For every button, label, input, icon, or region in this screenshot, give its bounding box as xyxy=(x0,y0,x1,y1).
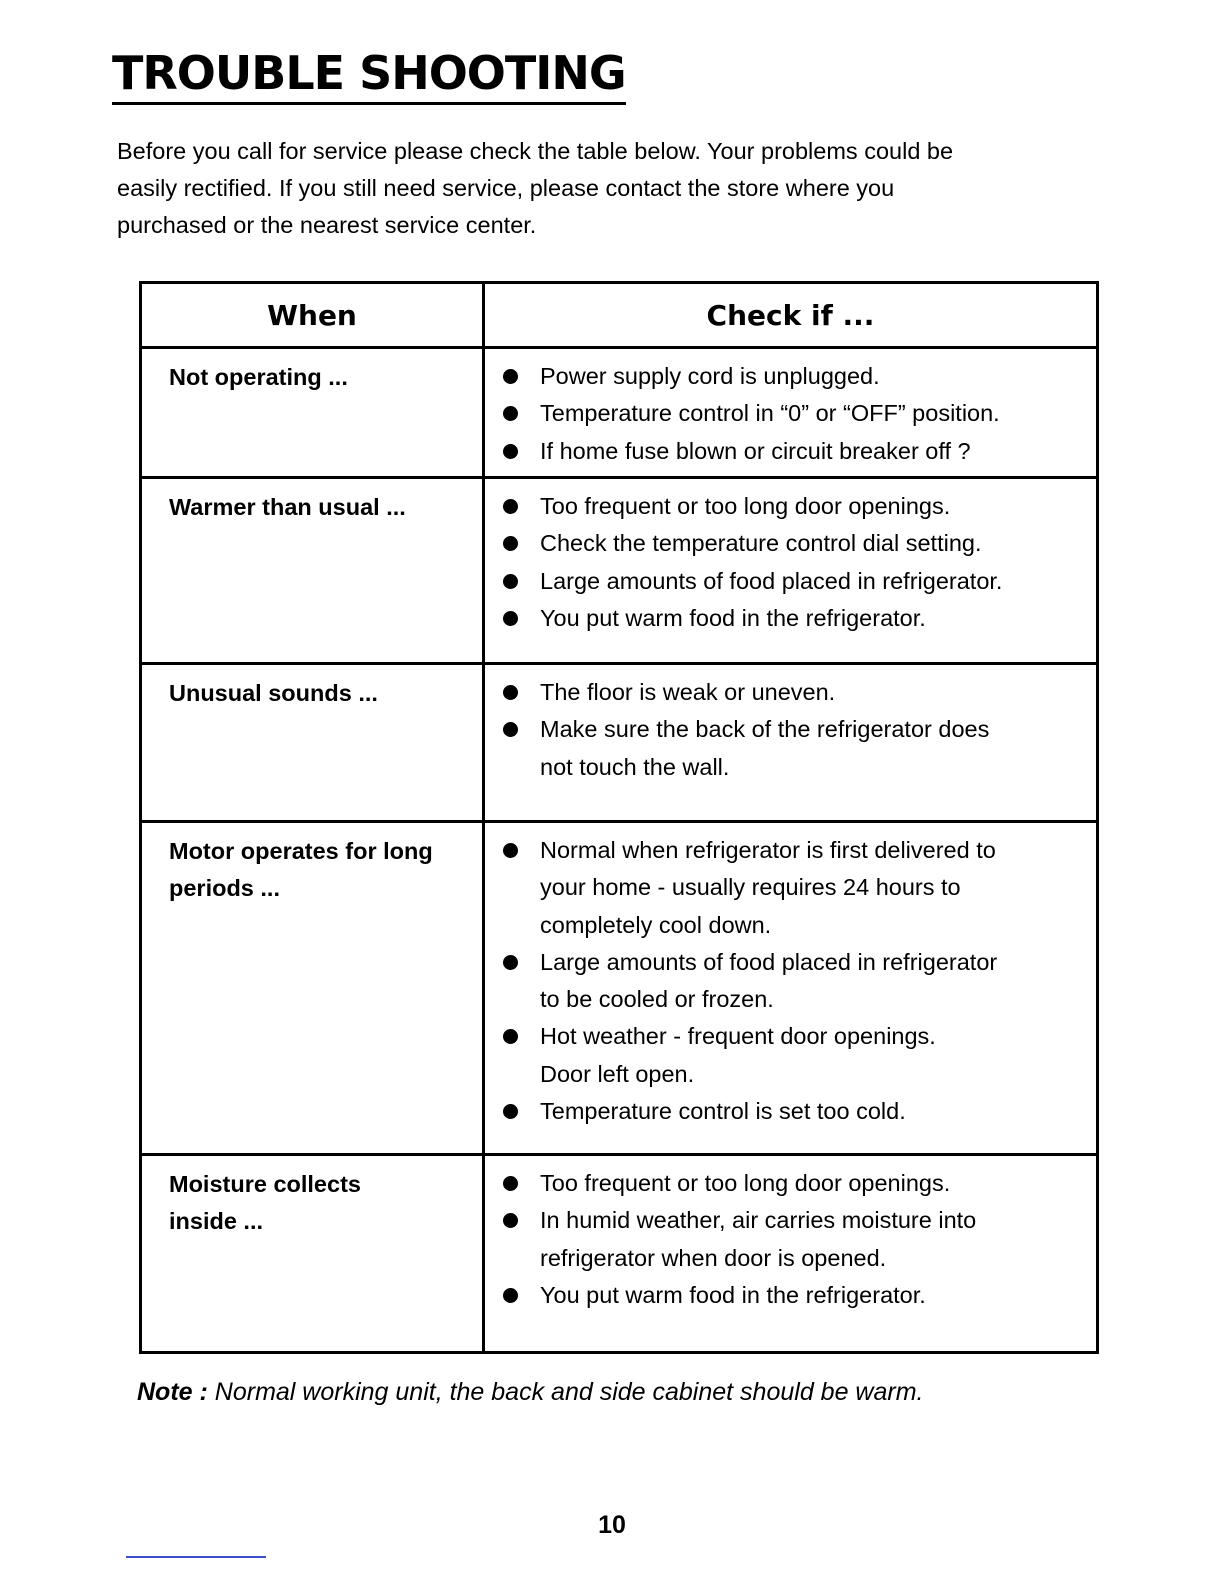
check-item-line: You put warm food in the refrigerator. xyxy=(540,1281,926,1308)
condition-label-line: Warmer than usual ... xyxy=(169,494,406,520)
when-cell xyxy=(141,478,484,664)
intro-paragraph xyxy=(117,133,1077,244)
condition-label-line: Not operating ... xyxy=(169,364,348,390)
check-item xyxy=(485,1093,1096,1130)
check-item-line: Temperature control in “0” or “OFF” position. xyxy=(540,400,1000,427)
check-item xyxy=(485,488,1096,525)
check-item-line: Too frequent or too long door openings. xyxy=(540,1170,951,1196)
check-item xyxy=(485,525,1096,562)
check-item xyxy=(485,600,1096,637)
check-item-line: completely cool down. xyxy=(540,911,772,938)
check-item xyxy=(485,1202,1096,1277)
when-cell xyxy=(141,822,484,1155)
condition-label xyxy=(142,349,482,396)
table-row xyxy=(141,1155,1098,1353)
bullet-icon xyxy=(503,406,518,421)
bullet-icon xyxy=(503,685,518,700)
table-row xyxy=(141,664,1098,822)
check-list xyxy=(485,1156,1096,1314)
bullet-icon xyxy=(503,369,518,384)
condition-label xyxy=(142,823,482,907)
check-item-line: to be cooled or frozen. xyxy=(540,986,774,1013)
condition-label-line: Motor operates for long xyxy=(169,838,433,864)
bullet-icon xyxy=(503,955,518,970)
note xyxy=(137,1378,924,1407)
check-item xyxy=(485,1165,1096,1202)
check-item-line: Door left open. xyxy=(540,1060,695,1087)
check-list xyxy=(485,479,1096,637)
check-item xyxy=(485,433,1096,470)
check-item-line: Large amounts of food placed in refrigerator. xyxy=(540,567,1003,594)
check-item-line: Too frequent or too long door openings. xyxy=(540,493,951,519)
bullet-icon xyxy=(503,444,518,459)
bullet-icon xyxy=(503,722,518,737)
intro-line: purchased or the nearest service center. xyxy=(117,212,537,238)
bullet-icon xyxy=(503,574,518,589)
page-number: 10 xyxy=(598,1511,626,1539)
check-list xyxy=(485,349,1096,470)
check-item-line: refrigerator when door is opened. xyxy=(540,1244,887,1271)
bullet-icon xyxy=(503,536,518,551)
troubleshooting-table xyxy=(139,281,1099,1354)
bullet-icon xyxy=(503,1029,518,1044)
bullet-icon xyxy=(503,499,518,514)
check-item xyxy=(485,358,1096,395)
condition-label xyxy=(142,1156,482,1240)
check-item-line: your home - usually requires 24 hours to xyxy=(540,874,961,901)
table-row xyxy=(141,822,1098,1155)
check-item xyxy=(485,944,1096,1019)
check-cell xyxy=(484,1155,1098,1353)
check-item-line: Large amounts of food placed in refrigerator xyxy=(540,948,998,975)
check-item-line: Normal when refrigerator is first delivered to xyxy=(540,837,996,863)
bullet-icon xyxy=(503,1213,518,1228)
check-list xyxy=(485,823,1096,1130)
when-cell xyxy=(141,1155,484,1353)
check-item-line: Power supply cord is unplugged. xyxy=(540,363,880,389)
condition-label-line: inside ... xyxy=(169,1208,264,1234)
footer-divider xyxy=(126,1556,266,1558)
table-row xyxy=(141,348,1098,478)
bullet-icon xyxy=(503,1176,518,1191)
bullet-icon xyxy=(503,843,518,858)
bullet-icon xyxy=(503,611,518,626)
check-item-line: not touch the wall. xyxy=(540,753,730,780)
table-header-row xyxy=(141,283,1098,348)
check-item xyxy=(485,1018,1096,1093)
check-item-line: Temperature control is set too cold. xyxy=(540,1098,906,1125)
check-item xyxy=(485,1277,1096,1314)
when-cell xyxy=(141,348,484,478)
note-text: Normal working unit, the back and side cabinet should be warm. xyxy=(214,1378,924,1406)
bullet-icon xyxy=(503,1288,518,1303)
check-item-line: If home fuse blown or circuit breaker off ? xyxy=(540,437,971,464)
check-item-line: The floor is weak or uneven. xyxy=(540,679,836,705)
column-header-check-if: Check if ... xyxy=(484,283,1098,348)
table-row xyxy=(141,478,1098,664)
condition-label-line: periods ... xyxy=(169,875,280,901)
check-item xyxy=(485,711,1096,786)
check-list xyxy=(485,665,1096,786)
check-cell xyxy=(484,664,1098,822)
check-item-line: In humid weather, air carries moisture into xyxy=(540,1207,977,1234)
intro-line: Before you call for service please check the table below. Your problems could be xyxy=(117,138,954,164)
check-cell xyxy=(484,478,1098,664)
check-item-line: Check the temperature control dial setting. xyxy=(540,530,982,557)
check-cell xyxy=(484,822,1098,1155)
when-cell xyxy=(141,664,484,822)
condition-label xyxy=(142,479,482,526)
check-item xyxy=(485,674,1096,711)
page-title: TROUBLE SHOOTING xyxy=(112,50,626,105)
bullet-icon xyxy=(503,1104,518,1119)
note-label: Note : xyxy=(137,1378,208,1406)
check-item-line: Make sure the back of the refrigerator does xyxy=(540,716,990,743)
check-item xyxy=(485,832,1096,944)
condition-label-line: Unusual sounds ... xyxy=(169,680,378,706)
condition-label-line: Moisture collects xyxy=(169,1171,361,1197)
check-item xyxy=(485,395,1096,432)
check-cell xyxy=(484,348,1098,478)
check-item xyxy=(485,563,1096,600)
check-item-line: You put warm food in the refrigerator. xyxy=(540,604,926,631)
intro-line: easily rectified. If you still need service, please contact the store where you xyxy=(117,175,895,201)
check-item-line: Hot weather - frequent door openings. xyxy=(540,1023,936,1050)
column-header-when: When xyxy=(141,283,484,348)
condition-label xyxy=(142,665,482,712)
